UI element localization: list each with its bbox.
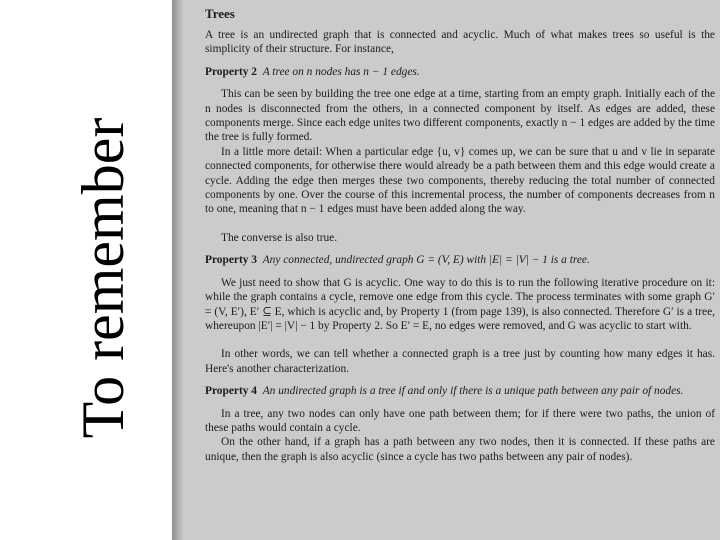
page-text bbox=[205, 6, 715, 464]
property-2-label: Property 2 bbox=[205, 65, 257, 78]
property-3-label: Property 3 bbox=[205, 254, 257, 267]
property-2-proof-1: This can be seen by building the tree one edge at a time, starting from an empty graph. Initially each of the n nodes is disconnected from the others, in a connected component by itself. As edges are added, these components merge. Since each edge unites two different components, exactly n − 1 edges are added by the time the tree is fully formed. bbox=[205, 88, 715, 144]
property-4 bbox=[205, 384, 715, 398]
property-3-statement: Any connected, undirected graph G = (V, E) with |E| = |V| − 1 is a tree. bbox=[262, 254, 590, 267]
property-2-proof-2: In a little more detail: When a particular edge {u, v} comes up, we can be sure that u and v lie in separate connected components, for otherwise there would already be a path between them and this edge would create a cycle. Adding the edge then merges these two components, thereby reducing the total number of connected components by one. Over the course of this incremental process, the number of components decreases from n to one, meaning that n − 1 edges must have been added along the way. bbox=[205, 145, 715, 216]
property-3-proof: We just need to show that G is acyclic. One way to do this is to run the following iterative procedure on it: while the graph contains a cycle, remove one edge from this cycle. The process terminates with some graph G′ = (V, E′), E′ ⊆ E, which is acyclic and, by Property 1 (from page 139), is also connected. Therefore G′ is a tree, whereupon |E′| = |V| − 1 by Property 2. So E′ = E, no edges were removed, and G was acyclic to start with. bbox=[205, 276, 715, 332]
property-3 bbox=[205, 253, 715, 267]
property-4-label: Property 4 bbox=[205, 385, 257, 398]
section-title: Trees bbox=[205, 6, 235, 21]
converse-note: The converse is also true. bbox=[221, 231, 338, 244]
scanned-page bbox=[172, 0, 720, 540]
property-4-proof-2: On the other hand, if a graph has a path between any two nodes, then it is connected. If these paths are unique, then the graph is also acyclic (since a cycle has two paths between any pair of nodes). bbox=[205, 436, 715, 463]
bridge-paragraph: In other words, we can tell whether a connected graph is a tree just by counting how many edges it has. Here's another characterization. bbox=[205, 348, 715, 375]
property-2 bbox=[205, 65, 715, 79]
property-4-proof-1: In a tree, any two nodes can only have one path between them; for if there were two paths, the union of these paths would contain a cycle. bbox=[205, 407, 715, 434]
side-title bbox=[0, 0, 172, 540]
intro-paragraph: A tree is an undirected graph that is connected and acyclic. Much of what makes trees so useful is the simplicity of their structure. For instance, bbox=[205, 29, 715, 56]
property-4-statement: An undirected graph is a tree if and only if there is a unique path between any pair of nodes. bbox=[262, 385, 684, 398]
side-title-text: To remember bbox=[70, 117, 136, 439]
property-2-statement: A tree on n nodes has n − 1 edges. bbox=[262, 65, 420, 78]
